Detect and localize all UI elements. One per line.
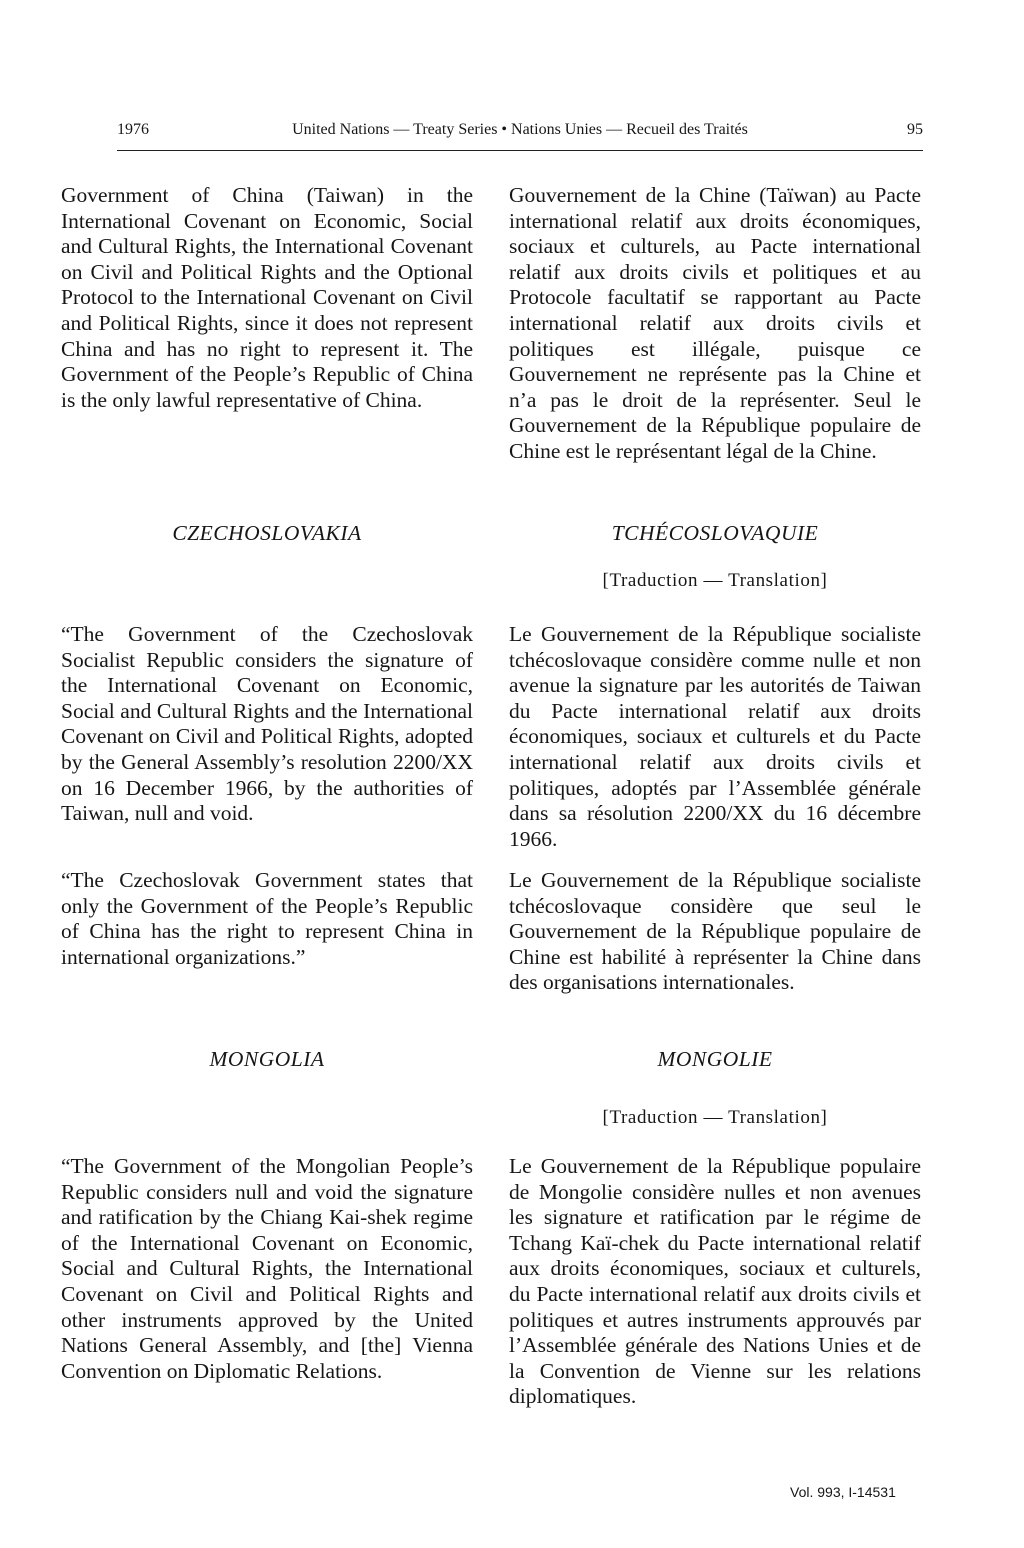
czechoslovakia-statement-en-2: “The Czechoslovak Government states that only the Government of the People’s Republic of China has the right to represent China in international organizations.”	[61, 868, 473, 969]
czechoslovakia-heading: CZECHOSLOVAKIA	[172, 521, 362, 545]
czechoslovakia-statement-fr-2: Le Gouvernement de la République socialiste tchécoslovaque considère que seul le Gouvernement de la République populaire de Chine est habilité à représenter la Chine dans des organisations internationales.	[509, 868, 921, 995]
china-intro-en: Government of China (Taiwan) in the International Covenant on Economic, Social and Cultural Rights, the International Covenant on Civil and Political Rights and the Optional Protocol to the International Covenant on Civil and Political Rights, since it does not represent China and has no right to represent it. The Government of the People’s Republic of China is the only lawful representative of China.	[61, 183, 473, 412]
tchecoslovaquie-heading: TCHÉCOSLOVAQUIE	[611, 521, 819, 545]
running-header	[117, 118, 923, 142]
czechoslovakia-statement-fr: Le Gouvernement de la République socialiste tchécoslovaque considère comme nulle et non avenue la signature par les autorités de Taiwan du Pacte international relatif aux droits économiques, sociaux et culturels et du Pacte international relatif aux droits civils et politiques, adoptés par l’Assemblée générale dans sa résolution 2200/XX du 16 décembre 1966.	[509, 622, 921, 851]
header-rule	[117, 150, 923, 151]
china-intro-fr: Gouvernement de la Chine (Taïwan) au Pacte international relatif aux droits économiques, sociaux et culturels, au Pacte international relatif aux droits civils et politiques et au Protocole facultatif se rapportant au Pacte international relatif aux droits civils et politiques est illégale, puisque ce Gouvernement ne représente pas la Chine et n’a pas le droit de la représenter. Seul le Gouvernement de la République populaire de Chine est le représentant légal de la Chine.	[509, 183, 921, 463]
translation-note-mongolia: [Traduction — Translation]	[602, 1107, 828, 1128]
translation-note-czech: [Traduction — Translation]	[602, 570, 828, 591]
mongolia-heading: MONGOLIA	[209, 1047, 325, 1071]
mongolia-statement-fr: Le Gouvernement de la République populaire de Mongolie considère nulles et non avenues les signature et ratification par le régime de Tchang Kaï-chek du Pacte international relatif aux droits économiques, sociaux et culturels, du Pacte international relatif aux droits civils et politiques et autres instruments approuvés par l’Assemblée générale des Nations Unies et de la Convention de Vienne sur les relations diplomatiques.	[509, 1154, 921, 1409]
czechoslovakia-statement-en: “The Government of the Czechoslovak Socialist Republic considers the signature of the International Covenant on Economic, Social and Cultural Rights and the International Covenant on Civil and Political Rights, adopted by the General Assembly’s resolution 2200/XX on 16 December 1966, by the authorities of Taiwan, null and void.	[61, 622, 473, 826]
page-number: 95	[907, 121, 923, 138]
header-title: United Nations — Treaty Series • Nations Unies — Recueil des Traités	[292, 121, 748, 138]
header-year: 1976	[117, 121, 149, 138]
mongolia-statement-en: “The Government of the Mongolian People’s Republic considers null and void the signature and ratification by the Chiang Kai-shek regime of the International Covenant on Economic, Social and Cultural Rights, the International Covenant on Civil and Political Rights and other instruments approved by the United Nations General Assembly, and [the] Vienna Convention on Diplomatic Relations.	[61, 1154, 473, 1383]
mongolie-heading: MONGOLIE	[657, 1047, 773, 1071]
volume-reference: Vol. 993, I-14531	[790, 1484, 896, 1500]
